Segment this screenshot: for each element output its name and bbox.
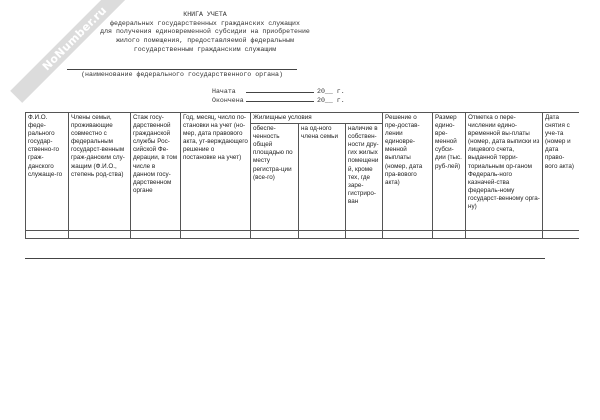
col-decision: Решение о пре-достав-лении единовре-менной выплаты (номер, дата пра-вового акта) [383,113,433,231]
col-payment-note: Отметка о пере-числении едино-временной вы-платы (номер, дата выписки из лицевого счета, выданной терри-ториальным ор-ганом Федераль-ного казначей-ства федераль-ному государст-венному орга-ну) [466,113,543,231]
table-row [26,231,579,239]
col-housing-other: наличие в собствен-ности дру-гих жилых помещений, кроме тех, где заре-гистриро-ван [346,124,383,231]
table-cell[interactable] [131,231,181,239]
ended-date-field[interactable] [246,95,314,102]
ended-row [212,95,345,104]
title-line: жилого помещения, предоставляемой федеральным [115,37,295,45]
table-cell[interactable] [433,231,466,239]
table-cell[interactable] [299,231,346,239]
title-line: для получения единовременной субсидии на приобретение [100,28,310,36]
table-cell[interactable] [26,231,69,239]
started-date-field[interactable] [246,86,314,93]
title-line: государственным гражданским служащим [133,45,277,53]
org-caption: (наименование федерального государственного органа) [81,71,283,78]
started-label: Начата [212,88,236,95]
org-name-line [67,69,297,70]
table-cell[interactable] [543,231,579,239]
bottom-rule [25,258,545,259]
col-subsidy-amount: Размер едино-вре-менной субси-дии (тыс. руб-лей) [433,113,466,231]
col-housing-group: Жилищные условия [251,113,383,124]
title-line: КНИГА УЧЕТА [183,11,227,18]
title-line: федеральных государственных гражданских служащих [110,19,300,27]
table-cell[interactable] [383,231,433,239]
table-cell[interactable] [466,231,543,239]
started-row [212,86,345,95]
table-cell[interactable] [181,231,251,239]
started-year: 20__ г. [317,88,345,95]
col-housing-per-member: на од-ного члена семьи [299,124,346,231]
table-cell[interactable] [346,231,383,239]
col-service: Стаж госу-дарственной гражданской службы Рос-сийской Фе-дерации, в том числе в данном госу-дарственном органе [131,113,181,231]
col-registration-date: Год, месяц, число по-становки на учет (но-мер, дата правового акта, ут-верждающего решение о постановке на учет) [181,113,251,231]
col-family: Члены семьи, проживающие совместно с федеральным государст-венным граж-данским слу-жащим (Ф.И.О., степень род-ства) [69,113,131,231]
registry-table [25,112,579,239]
table-cell[interactable] [69,231,131,239]
col-deregistration: Дата снятия с уче-та (номер и дата право-вого акта) [543,113,579,231]
col-housing-area: обеспе-ченность общей площадью по месту регистра-ции (все-го) [251,124,299,231]
table-cell[interactable] [251,231,299,239]
watermark: NoNumber.ru [10,0,139,103]
ended-year: 20__ г. [317,97,345,104]
col-fio: Ф.И.О. феде-рального государ-ственно-го граж-данского служаще-го [26,113,69,231]
document-title [60,11,350,55]
ended-label: Окончена [212,97,244,104]
